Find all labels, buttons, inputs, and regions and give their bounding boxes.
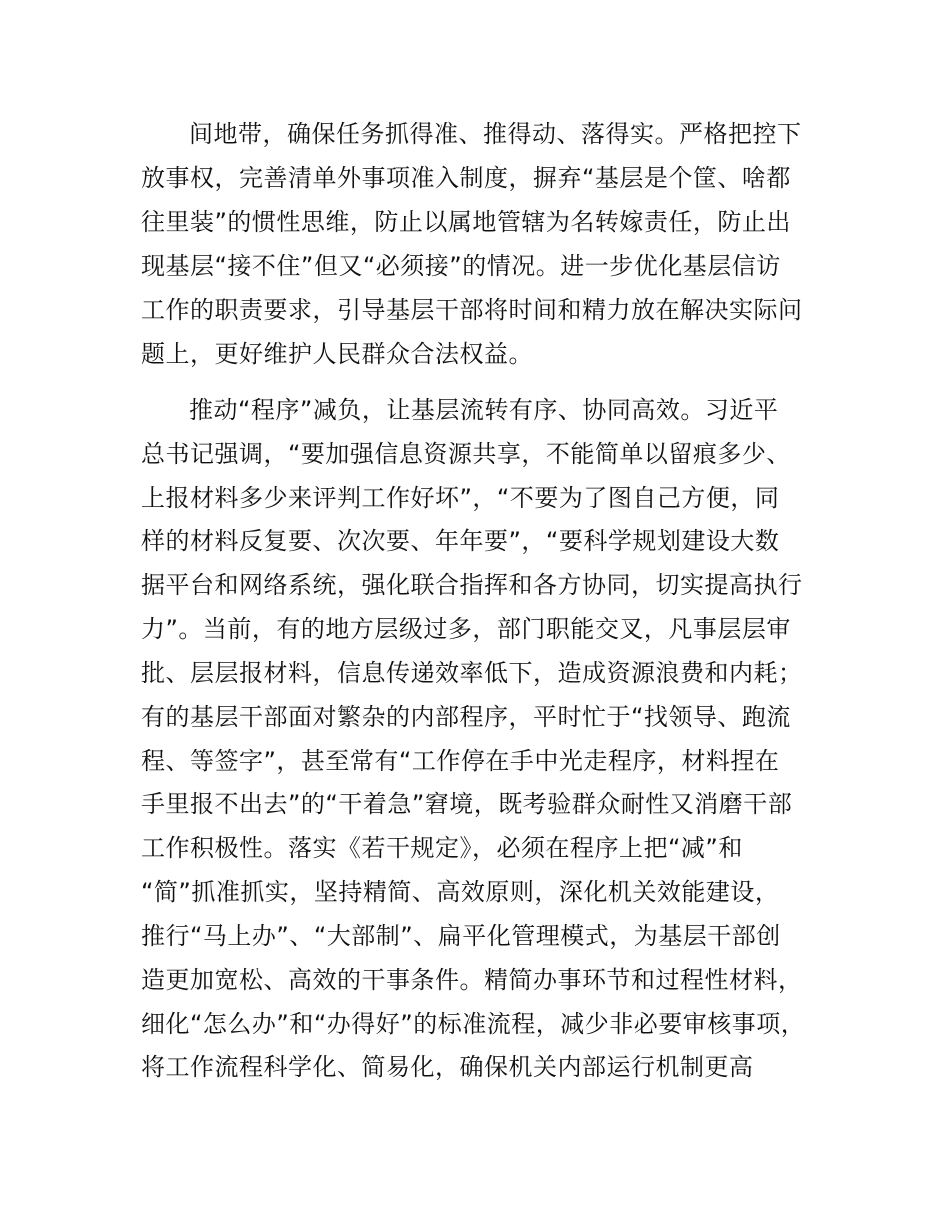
paragraph-1-line-1: 间地带，确保任务抓得准、推得动、落得实。严格把控下 <box>189 120 802 148</box>
paragraph-2-line-6: 力”。当前，有的地方层级过多，部门职能交叉，凡事层层审 <box>141 615 791 643</box>
paragraph-1-line-3: 往里装”的惯性思维，防止以属地管辖为名转嫁责任，防止出 <box>141 208 791 236</box>
paragraph-2-line-10: 手里报不出去”的“干着急”窘境，既考验群众耐性又消磨干部 <box>141 790 793 818</box>
paragraph-2-line-8: 有的基层干部面对繁杂的内部程序，平时忙于“找领导、跑流 <box>141 703 791 731</box>
paragraph-2-line-14: 造更加宽松、高效的干事条件。精简办事环节和过程性材料， <box>141 966 803 994</box>
paragraph-2-line-1: 推动“程序”减负，让基层流转有序、协同高效。习近平 <box>189 396 779 424</box>
paragraph-2-line-7: 批、层层报材料，信息传递效率低下，造成资源浪费和内耗； <box>141 659 803 687</box>
paragraph-2-line-5: 据平台和网络系统，强化联合指挥和各方协同，切实提高执行 <box>141 571 803 599</box>
paragraph-2-line-3: 上报材料多少来评判工作好坏”，“不要为了图自己方便，同 <box>141 484 780 512</box>
paragraph-1-line-6: 题上，更好维护人民群众合法权益。 <box>141 340 533 368</box>
paragraph-1-line-4: 现基层“接不住”但又“必须接”的情况。进一步优化基层信访 <box>141 252 781 280</box>
paragraph-1-line-5: 工作的职责要求，引导基层干部将时间和精力放在解决实际问 <box>141 296 803 324</box>
paragraph-2-line-13: 推行“马上办”、“大部制”、扁平化管理模式，为基层干部创 <box>141 922 781 950</box>
paragraph-2-line-12: “简”抓准抓实，坚持精简、高效原则，深化机关效能建设， <box>141 878 780 906</box>
paragraph-2-line-2: 总书记强调，“要加强信息资源共享，不能简单以留痕多少、 <box>141 440 791 468</box>
paragraph-2-line-11: 工作积极性。落实《若干规定》，必须在程序上把“减”和 <box>141 834 743 862</box>
paragraph-2-line-9: 程、等签字”，甚至常有“工作停在手中光走程序，材料捏在 <box>141 747 780 775</box>
paragraph-2-line-15: 细化“怎么办”和“办得好”的标准流程，减少非必要审核事项， <box>141 1010 806 1038</box>
paragraph-2-line-16: 将工作流程科学化、简易化，确保机关内部运行机制更高 <box>141 1053 754 1081</box>
paragraph-1-line-2: 放事权，完善清单外事项准入制度，摒弃“基层是个筐、啥都 <box>141 164 791 192</box>
paragraph-2-line-4: 样的材料反复要、次次要、年年要”，“要科学规划建设大数 <box>141 527 780 555</box>
